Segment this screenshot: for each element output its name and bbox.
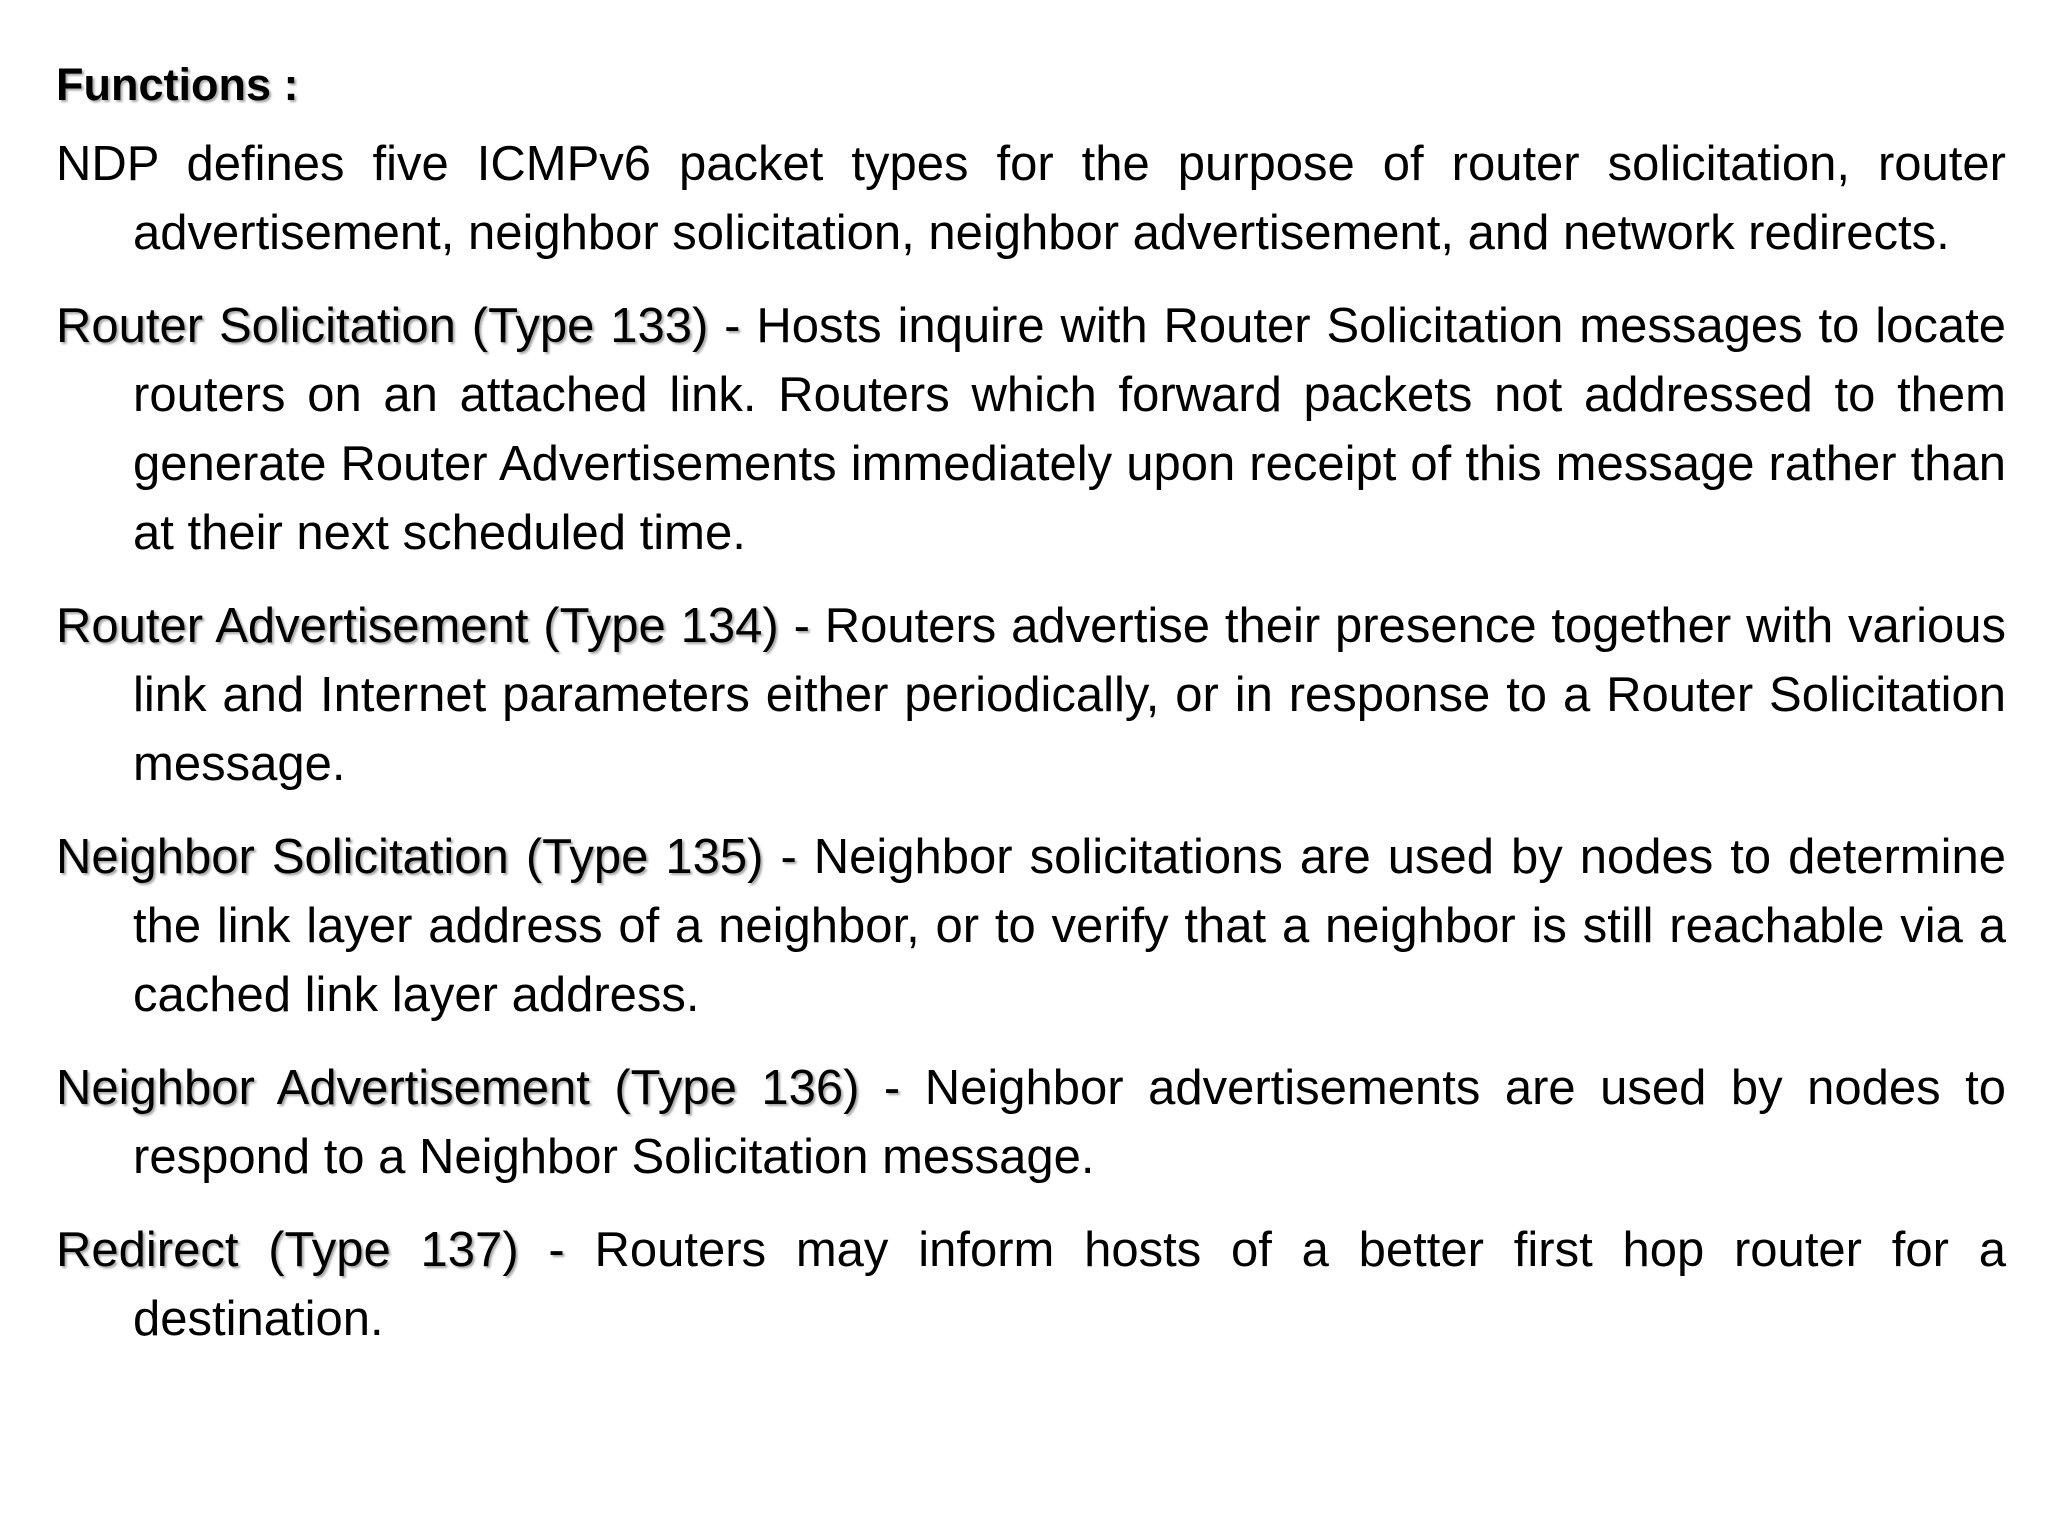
slide-content <box>56 48 2006 1378</box>
item-redirect <box>56 1216 2006 1354</box>
item-neighbor-solicitation <box>56 823 2006 1030</box>
item-neighbor-advertisement <box>56 1054 2006 1192</box>
item-term: Neighbor Advertisement (Type 136) - <box>56 1061 901 1115</box>
item-description: Routers may inform hosts of a better first hop router for a destination. <box>133 1223 2006 1346</box>
item-term: Redirect (Type 137) - <box>56 1223 565 1277</box>
item-description: Neighbor solicitations are used by nodes to determine the link layer address of a neighbor, or to verify that a neighbor is still reachable via a cached link layer address. <box>133 830 2007 1022</box>
item-term: Neighbor Solicitation (Type 135) - <box>56 830 797 884</box>
item-description: Routers advertise their presence together with various link and Internet parameters either periodically, or in response to a Router Solicitation message. <box>133 599 2007 791</box>
item-description: Hosts inquire with Router Solicitation messages to locate routers on an attached link. Routers which forward packets not addressed to them generate Router Advertisements immediately upon receipt of this message rather than at their next scheduled time. <box>133 299 2006 560</box>
item-description: Neighbor advertisements are used by nodes to respond to a Neighbor Solicitation message. <box>133 1061 2006 1184</box>
item-router-solicitation <box>56 292 2006 568</box>
section-heading: Functions : <box>56 59 299 110</box>
item-router-advertisement <box>56 592 2006 799</box>
item-term: Router Solicitation (Type 133) - <box>56 299 741 353</box>
intro-paragraph: NDP defines five ICMPv6 packet types for the purpose of router solicitation, router advertisement, neighbor solicitation, neighbor advertisement, and network redirects. <box>56 137 2006 260</box>
item-term: Router Advertisement (Type 134) - <box>56 599 810 653</box>
